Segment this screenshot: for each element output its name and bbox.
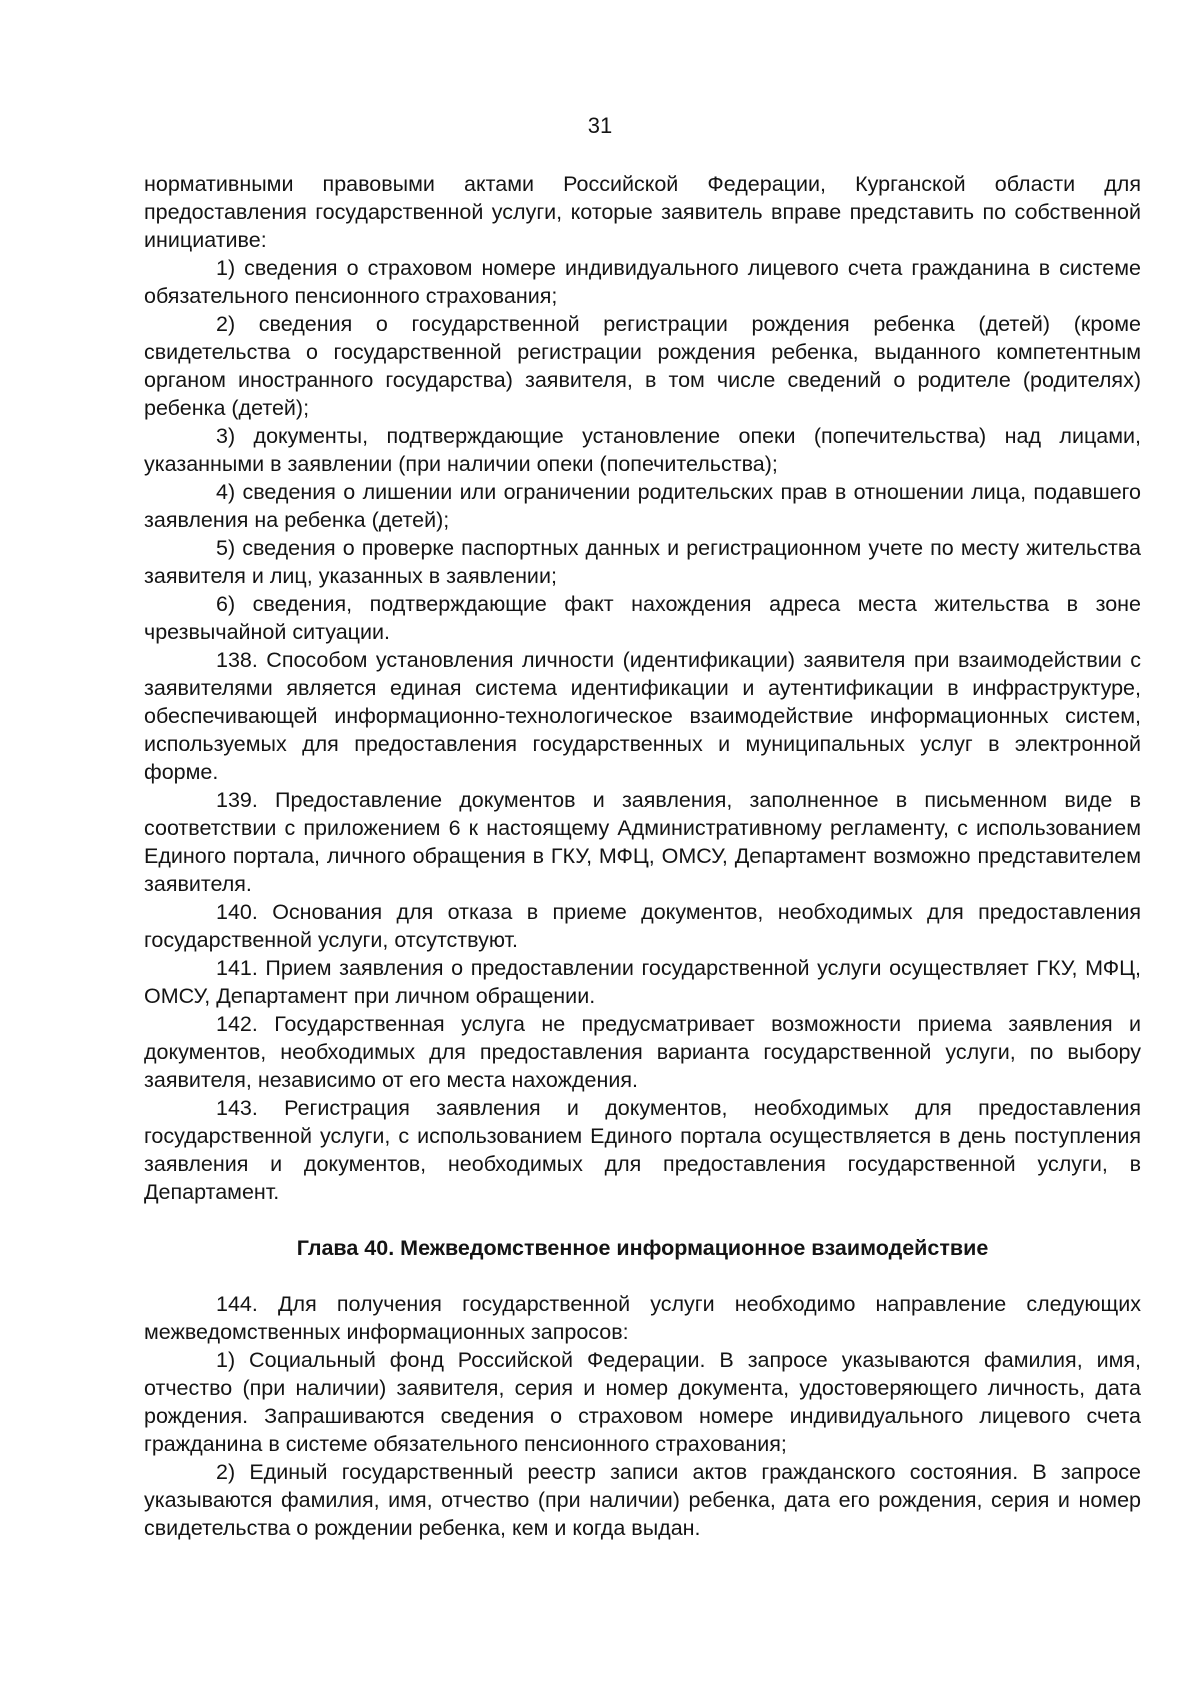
page-number: 31: [587, 113, 613, 138]
paragraph: 2) Единый государственный реестр записи актов гражданского состояния. В запросе указываются фамилия, имя, отчество (при наличии) ребенка, дата его рождения, серия и номер свидетельства о рождении ребенка, кем и когда выдан.: [144, 1460, 1141, 1540]
paragraph: 1) сведения о страховом номере индивидуального лицевого счета гражданина в системе обязательного пенсионного страхования;: [144, 256, 1141, 308]
paragraph: 3) документы, подтверждающие установление опеки (попечительства) над лицами, указанными в заявлении (при наличии опеки (попечительства);: [144, 424, 1141, 476]
paragraph: 138. Способом установления личности (идентификации) заявителя при взаимодействии с заявителями является единая система идентификации и аутентификации в инфраструктуре, обеспечивающей информационно-технологическое взаимодействие информационных систем, используемых для предоставления государственных и муниципальных услуг в электронной форме.: [144, 648, 1141, 784]
paragraph: 141. Прием заявления о предоставлении государственной услуги осуществляет ГКУ, МФЦ, ОМСУ, Департамент при личном обращении.: [144, 956, 1141, 1008]
paragraph: нормативными правовыми актами Российской Федерации, Курганской области для предоставления государственной услуги, которые заявитель вправе представить по собственной инициативе:: [144, 172, 1141, 252]
paragraph: 2) сведения о государственной регистрации рождения ребенка (детей) (кроме свидетельства о государственной регистрации рождения ребенка, выданного компетентным органом иностранного государства) заявителя, в том числе сведений о родителе (родителях) ребенка (детей);: [144, 312, 1141, 420]
chapter-heading: Глава 40. Межведомственное информационное взаимодействие: [296, 1236, 989, 1260]
paragraph: 1) Социальный фонд Российской Федерации. В запросе указываются фамилия, имя, отчество (при наличии) заявителя, серия и номер документа, удостоверяющего личность, дата рождения. Запрашиваются сведения о страховом номере индивидуального лицевого счета гражданина в системе обязательного пенсионного страхования;: [144, 1348, 1141, 1456]
document-body: [144, 170, 1141, 1542]
paragraph: 142. Государственная услуга не предусматривает возможности приема заявления и документов, необходимых для предоставления варианта государственной услуги, по выбору заявителя, независимо от его места нахождения.: [144, 1012, 1141, 1092]
paragraph: 4) сведения о лишении или ограничении родительских прав в отношении лица, подавшего заявления на ребенка (детей);: [144, 480, 1141, 532]
paragraph: 140. Основания для отказа в приеме документов, необходимых для предоставления государственной услуги, отсутствуют.: [144, 900, 1141, 952]
paragraph: 5) сведения о проверке паспортных данных и регистрационном учете по месту жительства заявителя и лиц, указанных в заявлении;: [144, 536, 1141, 588]
paragraph: 144. Для получения государственной услуги необходимо направление следующих межведомственных информационных запросов:: [144, 1292, 1141, 1344]
paragraph: 6) сведения, подтверждающие факт нахождения адреса места жительства в зоне чрезвычайной ситуации.: [144, 592, 1141, 644]
paragraphs-before: [144, 170, 1141, 1206]
paragraph: 143. Регистрация заявления и документов, необходимых для предоставления государственной услуги, с использованием Единого портала осуществляется в день поступления заявления и документов, необходимых для предоставления государственной услуги, в Департамент.: [144, 1096, 1141, 1204]
paragraph: 139. Предоставление документов и заявления, заполненное в письменном виде в соответствии с приложением 6 к настоящему Административному регламенту, с использованием Единого портала, личного обращения в ГКУ, МФЦ, ОМСУ, Департамент возможно представителем заявителя.: [144, 788, 1141, 896]
paragraphs-after: [144, 1290, 1141, 1542]
